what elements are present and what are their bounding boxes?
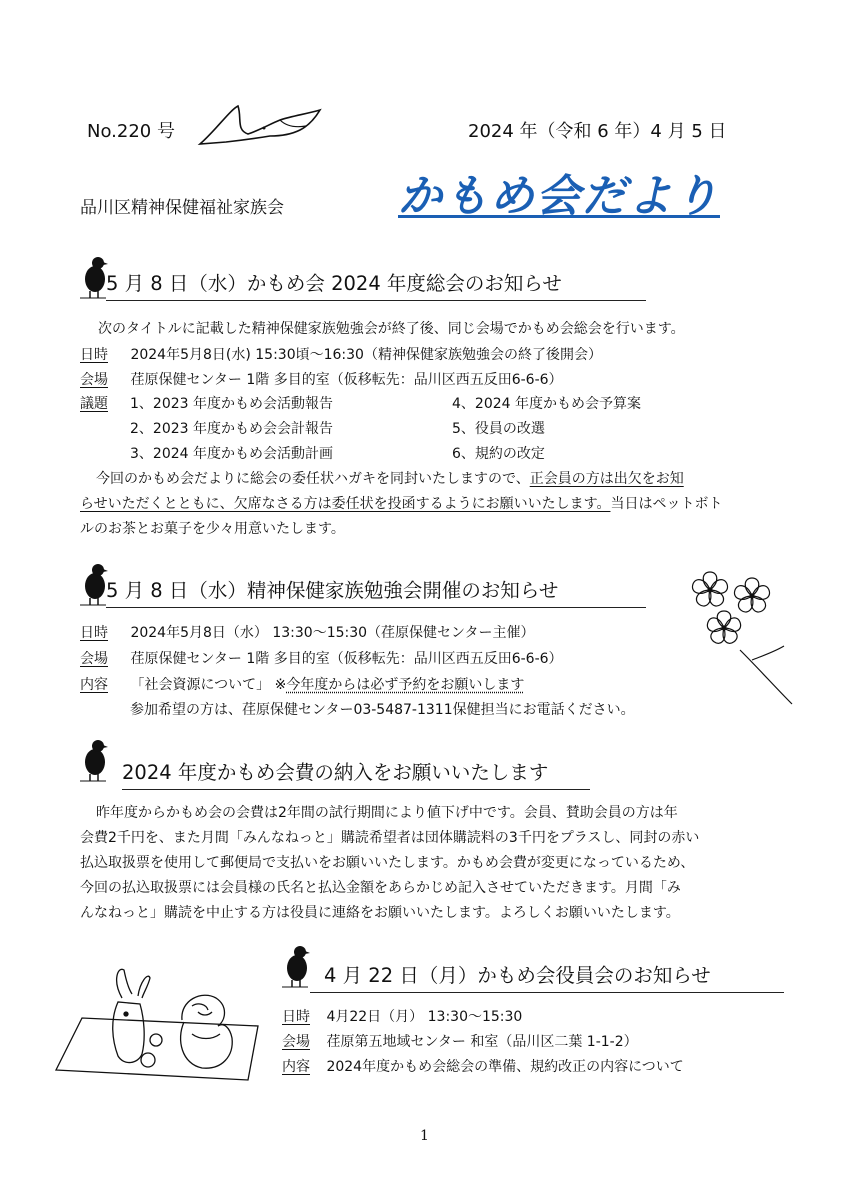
- general-meeting-note-line-1: [96, 468, 684, 488]
- datetime-value: 4月22日（月） 13:30～15:30: [326, 1009, 523, 1025]
- datetime-label: 日時: [80, 625, 108, 641]
- seagull-icon: [78, 255, 108, 299]
- datetime-label: 日時: [282, 1009, 310, 1025]
- venue-value: 荏原保健センター 1階 多目的室（仮移転先：品川区西五反田6-6-6）: [130, 372, 563, 388]
- datetime-row: [80, 622, 534, 642]
- general-meeting-note-line-3: ルのお茶とお菓子を少々用意いたします。: [80, 521, 345, 537]
- contact-info: 参加希望の方は、荏原保健センター03-5487-1311保健担当にお電話ください。: [130, 702, 635, 718]
- page-number: 1: [420, 1128, 429, 1144]
- agenda-item: 3、2024 年度かもめ会活動計画: [130, 446, 333, 462]
- issue-date: 2024 年（令和 6 年）4 月 5 日: [468, 121, 727, 142]
- agenda-item: 2、2023 年度かもめ会会計報告: [130, 421, 333, 437]
- agenda-item: 5、役員の改選: [452, 421, 545, 437]
- datetime-value: 2024年5月8日（水） 13:30～15:30（荏原保健センター主催）: [130, 625, 535, 641]
- note-text: 当日はペットボト: [610, 496, 723, 512]
- venue-value: 荏原第五地域センター 和室（品川区二葉 1-1-2）: [326, 1034, 638, 1050]
- issue-number: No.220 号: [87, 121, 175, 142]
- venue-row: [80, 648, 563, 668]
- agenda-item: 6、規約の改定: [452, 446, 545, 462]
- agenda-label: 議題: [80, 396, 108, 412]
- venue-label: 会場: [282, 1034, 310, 1050]
- animal-tea-party-illustration: [52, 960, 262, 1088]
- reservation-note: 今年度からは必ず予約をお願いします: [286, 677, 525, 693]
- content-row: [282, 1056, 684, 1076]
- content-value: 2024年度かもめ会総会の準備、規約改正の内容について: [326, 1059, 684, 1075]
- datetime-label: 日時: [80, 347, 108, 363]
- seagull-icon: [78, 738, 108, 782]
- general-meeting-intro: 次のタイトルに記載した精神保健家族勉強会が終了後、同じ会場でかもめ会総会を行います。: [98, 321, 685, 337]
- fee-paragraph-line: 今回の払込取扱票には会員様の氏名と払込金額をあらかじめ記入させていただきます。月間「み: [80, 880, 681, 896]
- note-emphasis: 正会員の方は出欠をお知: [529, 471, 684, 487]
- content-value: 「社会資源について」 ※: [130, 677, 287, 693]
- agenda-item: 4、2024 年度かもめ会予算案: [452, 396, 641, 412]
- content-label: 内容: [282, 1059, 310, 1075]
- fee-paragraph-line: 払込取扱票を使用して郵便局で支払いをお願いいたします。かもめ会費が変更になっているため、: [80, 855, 695, 871]
- section-heading-general-meeting: 5 月 8 日（水）かもめ会 2024 年度総会のお知らせ: [106, 268, 646, 301]
- content-label: 内容: [80, 677, 108, 693]
- fee-paragraph-line: 会費2千円を、また月間「みんなねっと」購読希望者は団体購読料の3千円をプラスし、同封の赤い: [80, 830, 700, 846]
- fee-paragraph-line: んなねっと」購読を中止する方は役員に連絡をお願いいたします。よろしくお願いいたします。: [80, 905, 680, 921]
- cherry-blossom-icon: [680, 560, 800, 708]
- note-emphasis: らせいただくとともに、欠席なさる方は委任状を投函するようにお願いいたします。: [80, 496, 611, 512]
- venue-label: 会場: [80, 651, 108, 667]
- section-heading-membership-fee: 2024 年度かもめ会費の納入をお願いいたします: [122, 757, 590, 790]
- agenda-label-row: [80, 393, 108, 413]
- venue-value: 荏原保健センター 1階 多目的室（仮移転先：品川区西五反田6-6-6）: [130, 651, 563, 667]
- section-heading-study-session: 5 月 8 日（水）精神保健家族勉強会開催のお知らせ: [106, 575, 646, 608]
- datetime-row: [80, 344, 602, 364]
- note-text: 今回のかもめ会だよりに総会の委任状ハガキを同封いたしますので、: [96, 471, 530, 487]
- venue-label: 会場: [80, 372, 108, 388]
- seagull-logo-icon: [196, 100, 330, 148]
- content-row: [80, 674, 524, 694]
- section-heading-board-meeting: 4 月 22 日（月）かもめ会役員会のお知らせ: [310, 960, 784, 993]
- venue-row: [282, 1031, 638, 1051]
- newsletter-title: かもめ会だより: [398, 171, 720, 222]
- seagull-icon: [280, 944, 310, 988]
- organization-name: 品川区精神保健福祉家族会: [80, 198, 284, 218]
- venue-row: [80, 369, 563, 389]
- datetime-value: 2024年5月8日(水) 15:30頃～16:30（精神保健家族勉強会の終了後開会）: [130, 347, 602, 363]
- seagull-icon: [78, 562, 108, 606]
- datetime-row: [282, 1006, 522, 1026]
- general-meeting-note-line-2: [80, 493, 722, 513]
- agenda-item: 1、2023 年度かもめ会活動報告: [130, 396, 333, 412]
- fee-paragraph-line: 昨年度からかもめ会の会費は2年間の試行期間により値下げ中です。会員、賛助会員の方は年: [96, 805, 678, 821]
